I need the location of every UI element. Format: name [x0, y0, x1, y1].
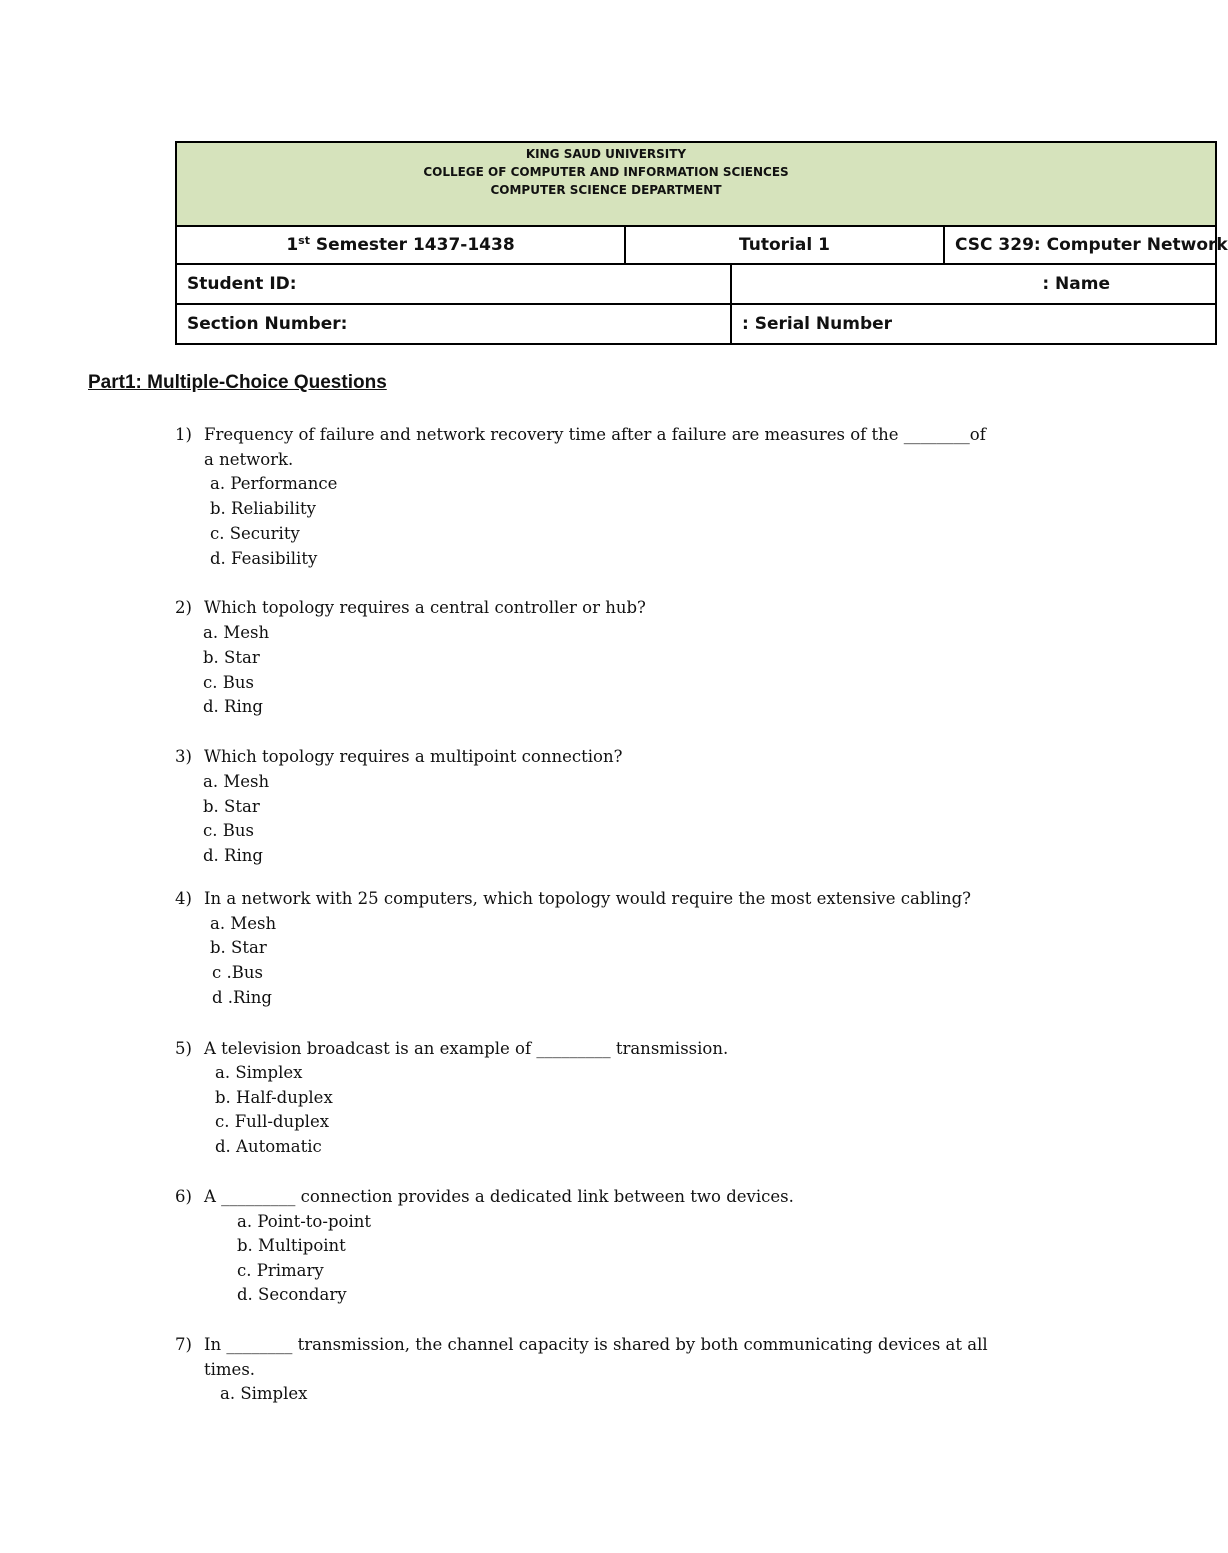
question-text-continued: times.	[204, 1360, 256, 1379]
option-a: a. Performance	[210, 474, 338, 493]
option-a: a. Mesh	[203, 772, 270, 791]
option-d: d. Ring	[203, 697, 263, 716]
option-b: b. Star	[203, 797, 260, 816]
part-title: Part1: Multiple-Choice Questions	[88, 372, 387, 393]
option-b: b. Multipoint	[237, 1236, 346, 1255]
semester-cell	[176, 226, 625, 264]
question-text: A television broadcast is an example of _________ transmission.	[204, 1039, 729, 1058]
question-number: 6)	[175, 1187, 192, 1206]
option-d: d. Secondary	[237, 1285, 347, 1304]
question-text: In ________ transmission, the channel capacity is shared by both communicating devices at all	[204, 1335, 988, 1354]
question-number: 3)	[175, 747, 192, 766]
tutorial-label: Tutorial 1	[625, 226, 944, 264]
semester-label: Semester 1437-1438	[309, 235, 515, 255]
header-table	[175, 141, 1228, 345]
department-name: COMPUTER SCIENCE DEPARTMENT	[490, 183, 722, 197]
option-d: d .Ring	[212, 988, 272, 1007]
option-b: b. Half-duplex	[215, 1088, 333, 1107]
option-d: d. Automatic	[215, 1137, 322, 1156]
question-text: Which topology requires a multipoint connection?	[204, 747, 623, 766]
name-field: : Name	[731, 264, 1216, 304]
course-label: CSC 329: Computer Network	[944, 226, 1216, 264]
option-a: a. Simplex	[220, 1384, 308, 1403]
option-c: c .Bus	[212, 963, 263, 982]
question-number: 1)	[175, 425, 192, 444]
option-c: c. Bus	[203, 821, 254, 840]
option-c: c. Security	[210, 524, 300, 543]
option-b: b. Reliability	[210, 499, 316, 518]
question-number: 4)	[175, 889, 192, 908]
question-text: Frequency of failure and network recovery time after a failure are measures of the ________of	[204, 425, 986, 444]
question-number: 7)	[175, 1335, 192, 1354]
question-text-continued: a network.	[204, 450, 294, 469]
student-id-field: Student ID:	[176, 264, 731, 304]
option-b: b. Star	[203, 648, 260, 667]
semester-ordinal: st	[298, 234, 310, 247]
question-text: Which topology requires a central controller or hub?	[204, 598, 646, 617]
option-d: d. Ring	[203, 846, 263, 865]
option-c: c. Full-duplex	[215, 1112, 330, 1131]
question-text: In a network with 25 computers, which topology would require the most extensive cabling?	[204, 889, 971, 908]
option-a: a. Mesh	[203, 623, 270, 642]
university-name: KING SAUD UNIVERSITY	[525, 147, 687, 161]
question-number: 5)	[175, 1039, 192, 1058]
option-a: a. Point-to-point	[237, 1212, 371, 1231]
option-a: a. Mesh	[210, 914, 277, 933]
option-c: c. Primary	[237, 1261, 324, 1280]
serial-number-field: : Serial Number	[731, 304, 1216, 344]
question-text: A _________ connection provides a dedicated link between two devices.	[204, 1187, 794, 1206]
question-number: 2)	[175, 598, 192, 617]
option-c: c. Bus	[203, 673, 254, 692]
option-a: a. Simplex	[215, 1063, 303, 1082]
option-d: d. Feasibility	[210, 549, 318, 568]
section-number-field: Section Number:	[176, 304, 731, 344]
university-banner	[176, 142, 1216, 226]
semester-number: 1	[286, 235, 299, 255]
option-b: b. Star	[210, 938, 267, 957]
college-name: COLLEGE OF COMPUTER AND INFORMATION SCIENCES	[423, 165, 789, 179]
